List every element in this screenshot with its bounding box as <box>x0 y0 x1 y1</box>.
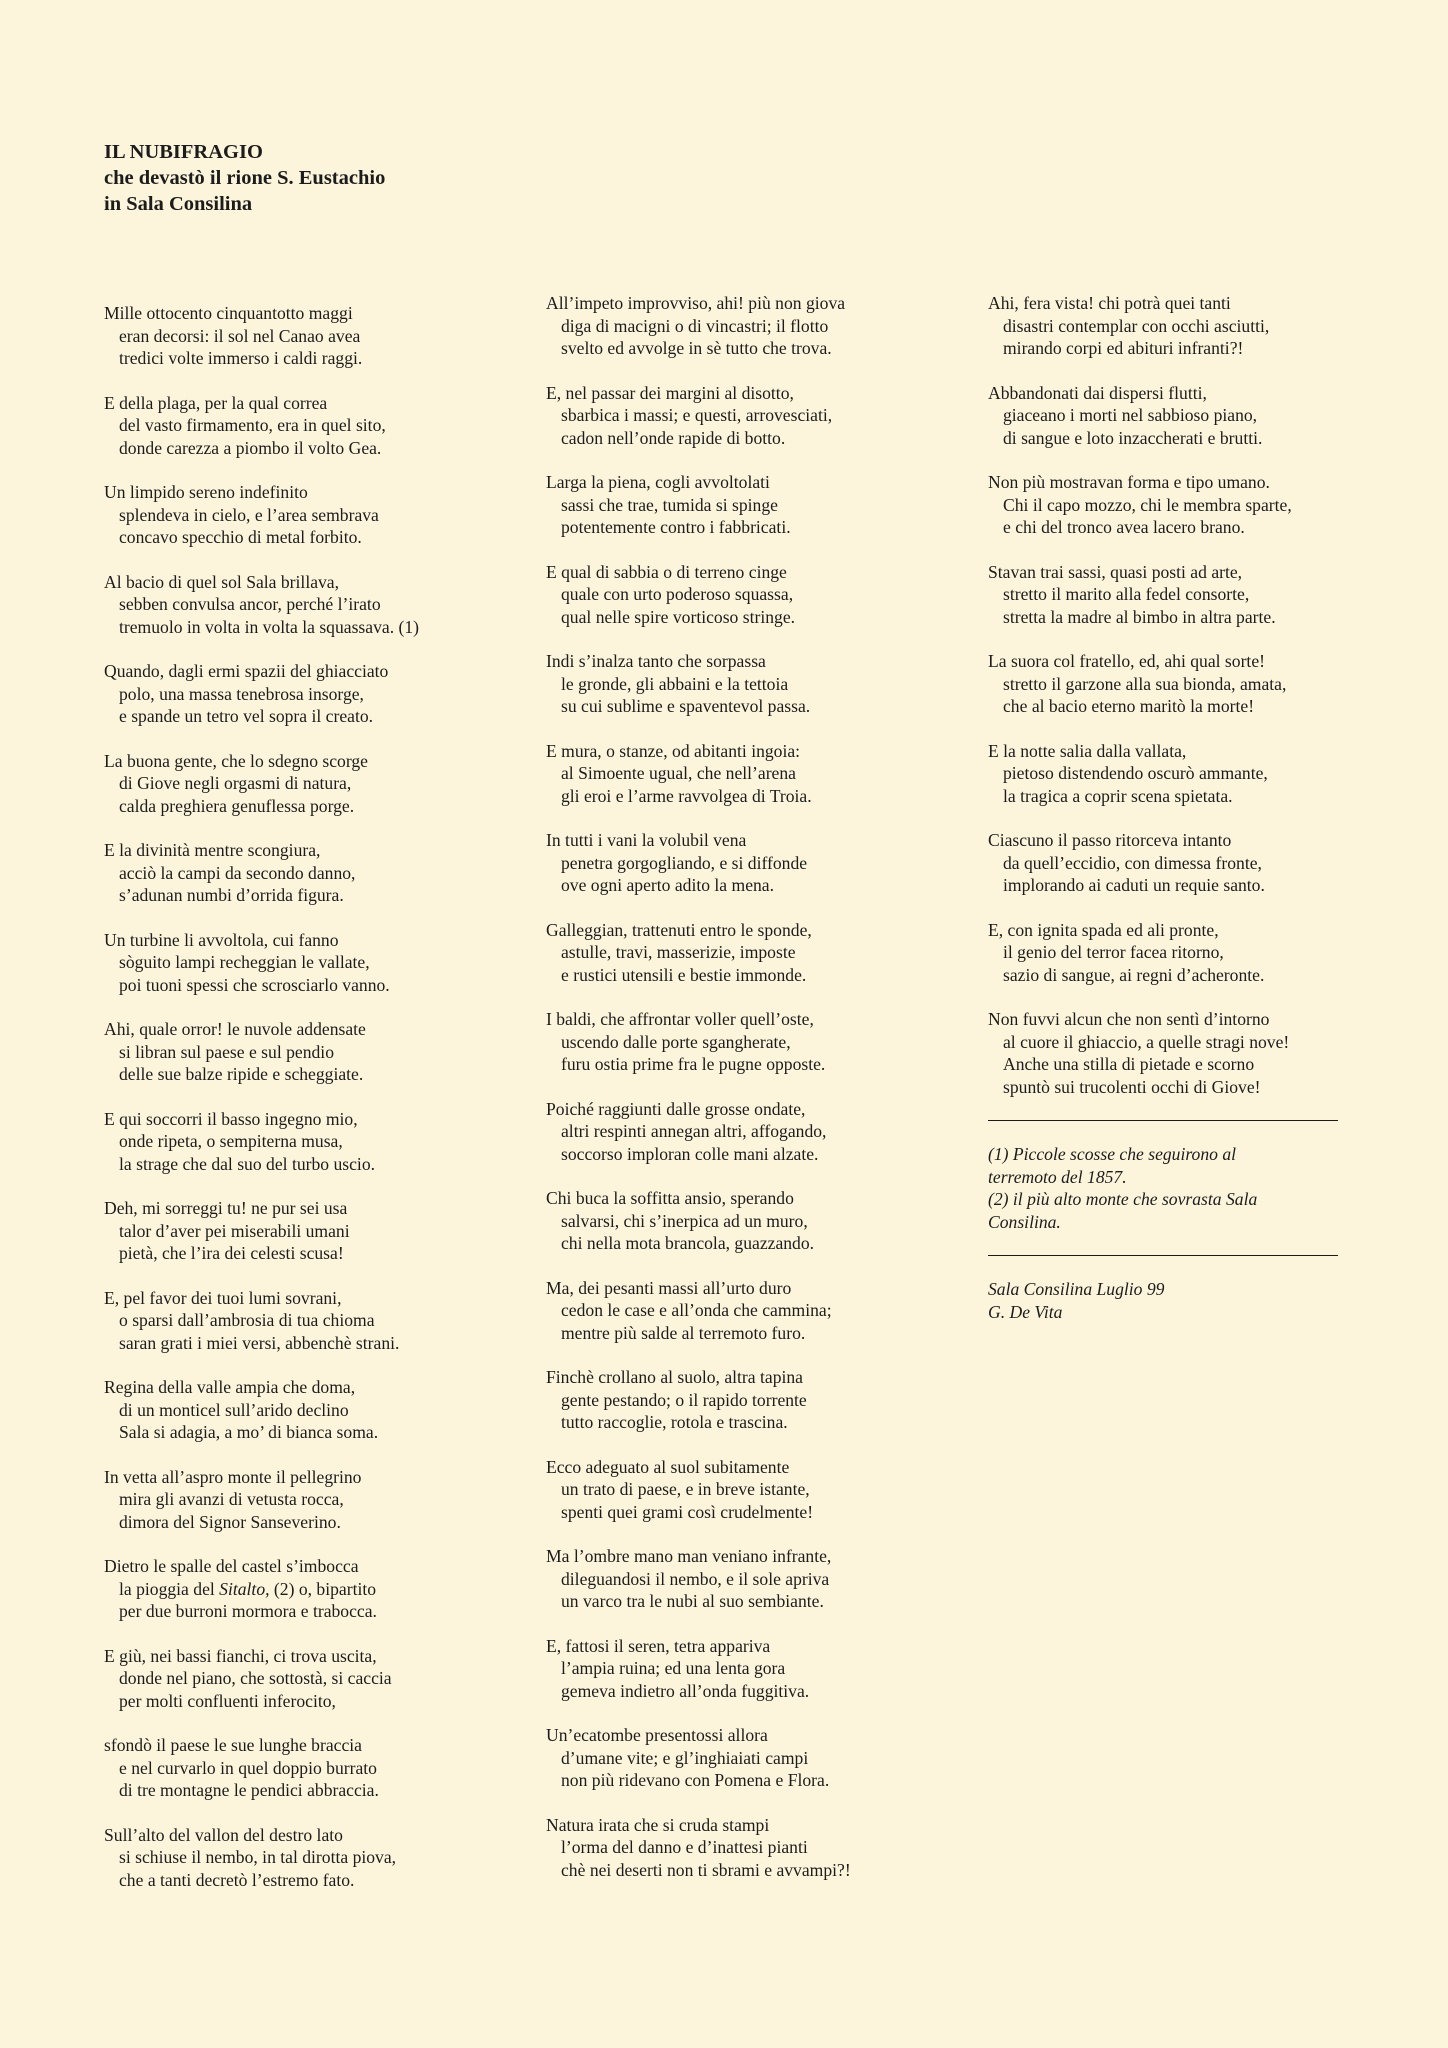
verse-line: l’ampia ruina; ed una lenta gora <box>561 1658 786 1678</box>
footnotes <box>988 1143 1348 1233</box>
verse-line: mira gli avanzi di vetusta rocca, <box>119 1489 344 1509</box>
verse-line: donde carezza a piombo il volto Gea. <box>119 437 382 458</box>
verse-line: che a tanti decretò l’estremo fato. <box>119 1869 355 1890</box>
stanza <box>988 740 1348 808</box>
verse-line: pietoso distendendo oscurò ammante, <box>1003 763 1268 783</box>
verse-line: e spande un tetro vel sopra il creato. <box>119 706 374 726</box>
stanza <box>546 1545 986 1613</box>
stanza <box>988 650 1348 718</box>
verse-line: splendeva in cielo, e l’area sembrava <box>119 504 379 525</box>
verse-line: delle sue balze ripide e scheggiate. <box>119 1064 364 1084</box>
verse-line: altri respinti annegan altri, affogando, <box>561 1121 827 1141</box>
verse-line: al Simoente ugual, che nell’arena <box>561 763 796 783</box>
verse-line: E, nel passar dei margini al disotto, <box>546 382 794 403</box>
stanza <box>546 561 986 629</box>
verse-line: calda preghiera genuflessa porge. <box>119 795 355 816</box>
stanza <box>546 292 986 360</box>
stanza <box>988 471 1348 539</box>
poem-title: IL NUBIFRAGIO <box>104 141 263 163</box>
verse-line: per molti confluenti inferocito, <box>119 1690 336 1711</box>
verse-line: cadon nell’onde rapide di botto. <box>561 427 786 448</box>
verse-line: E, pel favor dei tuoi lumi sovrani, <box>104 1287 342 1308</box>
verse-line: Ciascuno il passo ritorceva intanto <box>988 830 1232 850</box>
stanza <box>104 839 544 907</box>
signature-line: Sala Consilina Luglio 99 <box>988 1279 1165 1299</box>
verse-line: Ahi, quale orror! le nuvole addensate <box>104 1019 366 1039</box>
divider-rule <box>988 1120 1338 1121</box>
stanza <box>104 1018 544 1086</box>
verse-line: o sparsi dall’ambrosia di tua chioma <box>119 1310 375 1330</box>
verse-line: la strage che dal suo del turbo uscio. <box>119 1153 376 1174</box>
verse-line: pietà, che l’ira dei celesti scusa! <box>119 1243 344 1263</box>
verse-line: Un’ecatombe presentossi allora <box>546 1725 768 1745</box>
verse-line: Quando, dagli ermi spazii del ghiacciato <box>104 661 389 681</box>
verse-line: I baldi, che affrontar voller quell’oste, <box>546 1009 814 1029</box>
stanza <box>104 1376 544 1444</box>
poem-subtitle-place: in Sala Consilina <box>104 193 253 215</box>
stanza <box>104 1108 544 1176</box>
verse-line: E giù, nei bassi fianchi, ci trova uscita, <box>104 1645 377 1666</box>
stanza <box>104 660 544 728</box>
verse-line: non più ridevano con Pomena e Flora. <box>561 1770 830 1790</box>
verse-line: per due burroni mormora e trabocca. <box>119 1601 377 1621</box>
verse-line: Ahi, fera vista! chi potrà quei tanti <box>988 293 1231 313</box>
verse-line: sassi che trae, tumida si spinge <box>561 494 778 515</box>
verse-line: Stavan trai sassi, quasi posti ad arte, <box>988 561 1243 582</box>
stanza <box>104 392 544 460</box>
verse-line: disastri contemplar con occhi asciutti, <box>1003 315 1270 336</box>
verse-line: si schiuse il nembo, in tal dirotta piova, <box>119 1847 397 1867</box>
verse-line: sfondò il paese le sue lunghe braccia <box>104 1735 362 1755</box>
verse-line: il genio del terror facea ritorno, <box>1003 942 1224 962</box>
verse-line: penetra gorgogliando, e si diffonde <box>561 852 808 873</box>
verse-line: E la divinità mentre scongiura, <box>104 840 321 860</box>
verse-line: Larga la piena, cogli avvoltolati <box>546 472 770 492</box>
stanza <box>546 1277 986 1345</box>
verse-line: stretto il marito alla fedel consorte, <box>1003 584 1250 604</box>
stanza <box>104 1287 544 1355</box>
poem-subtitle: che devastò il rione S. Eustachio <box>104 167 386 189</box>
verse-line: Mille ottocento cinquantotto maggi <box>104 303 353 323</box>
stanza <box>104 481 544 549</box>
verse-line: E mura, o stanze, od abitanti ingoia: <box>546 740 801 761</box>
verse-line: d’umane vite; e gl’inghiaiati campi <box>561 1747 809 1768</box>
poem-column-2 <box>546 292 986 1903</box>
verse-line: chi nella mota brancola, guazzando. <box>561 1233 815 1253</box>
stanza <box>104 750 544 818</box>
verse-line: diga di macigni o di vincastri; il flotto <box>561 315 829 336</box>
stanza <box>104 1734 544 1802</box>
verse-text: (2) o, bipartito <box>269 1578 377 1599</box>
verse-line: E qual di sabbia o di terreno cinge <box>546 561 787 582</box>
stanza <box>988 382 1348 450</box>
verse-line: onde ripeta, o sempiterna musa, <box>119 1131 343 1151</box>
verse-line: E qui soccorri il basso ingegno mio, <box>104 1108 358 1129</box>
verse-line: spenti quei grami così crudelmente! <box>561 1501 814 1522</box>
stanza <box>988 292 1348 360</box>
verse-line: dimora del Signor Sanseverino. <box>119 1511 341 1532</box>
verse-line: Un limpido sereno indefinito <box>104 482 308 502</box>
stanza <box>104 571 544 639</box>
verse-line: Al bacio di quel sol Sala brillava, <box>104 571 340 592</box>
verse-line: In tutti i vani la volubil vena <box>546 830 747 850</box>
verse-line: Ecco adeguato al suol subitamente <box>546 1456 790 1477</box>
verse-line: ove ogni aperto adito la mena. <box>561 875 775 895</box>
verse-line: stretto il garzone alla sua bionda, amata, <box>1003 673 1287 694</box>
verse-line: di Giove negli orgasmi di natura, <box>119 773 352 793</box>
verse-line: Sala si adagia, a mo’ di bianca soma. <box>119 1422 379 1442</box>
verse-line: un trato di paese, e in breve istante, <box>561 1479 810 1499</box>
stanza <box>104 1645 544 1713</box>
verse-line: di un monticel sull’arido declino <box>119 1399 349 1420</box>
verse-line: Indi s’inalza tanto che sorpassa <box>546 651 766 671</box>
verse-line: furu ostia prime fra le pugne opposte. <box>561 1054 826 1074</box>
verse-line: polo, una massa tenebrosa insorge, <box>119 683 364 704</box>
stanza <box>104 1197 544 1265</box>
footnote-line: Consilina. <box>988 1211 1061 1232</box>
verse-line <box>104 1578 544 1601</box>
stanza <box>546 1187 986 1255</box>
verse-line: Finchè crollano al suolo, altra tapina <box>546 1367 803 1387</box>
verse-line: soccorso imploran colle mani alzate. <box>561 1143 819 1164</box>
stanza <box>988 829 1348 897</box>
verse-line: mentre più salde al terremoto furo. <box>561 1322 806 1343</box>
verse-line: Ma l’ombre mano man veniano infrante, <box>546 1546 832 1566</box>
footnote-line: (2) il più alto monte che sovrasta Sala <box>988 1189 1258 1209</box>
footnote-line: (1) Piccole scosse che seguirono al <box>988 1144 1237 1164</box>
verse-line: E, fattosi il seren, tetra appariva <box>546 1635 771 1656</box>
verse-line: Deh, mi sorreggi tu! ne pur sei usa <box>104 1198 348 1218</box>
verse-line: La buona gente, che lo sdegno scorge <box>104 750 368 771</box>
verse-line: tredici volte immerso i caldi raggi. <box>119 348 363 368</box>
verse-line: al cuore il ghiaccio, a quelle stragi nove! <box>1003 1031 1290 1052</box>
signature <box>988 1278 1348 1323</box>
verse-line: In vetta all’aspro monte il pellegrino <box>104 1466 362 1487</box>
verse-line: di tre montagne le pendici abbraccia. <box>119 1780 379 1800</box>
verse-line: sazio di sangue, ai regni d’acheronte. <box>1003 964 1265 985</box>
stanza <box>546 1098 986 1166</box>
stanza <box>988 1008 1348 1098</box>
stanza <box>988 919 1348 987</box>
verse-line: Galleggian, trattenuti entro le sponde, <box>546 919 812 940</box>
verse-line: da quell’eccidio, con dimessa fronte, <box>1003 852 1262 873</box>
verse-line: Chi buca la soffitta ansio, sperando <box>546 1188 794 1208</box>
divider-rule <box>988 1255 1338 1256</box>
verse-line: Sull’alto del vallon del destro lato <box>104 1824 343 1845</box>
verse-line: Non fuvvi alcun che non sentì d’intorno <box>988 1009 1270 1029</box>
verse-line: stretta la madre al bimbo in altra parte. <box>1003 606 1276 627</box>
verse-line: Anche una stilla di pietade e scorno <box>1003 1054 1255 1074</box>
verse-line: implorando ai caduti un requie santo. <box>1003 875 1265 895</box>
stanza <box>546 1456 986 1524</box>
stanza <box>104 929 544 997</box>
verse-line: saran grati i miei versi, abbenchè strani. <box>119 1332 400 1353</box>
verse-line: gli eroi e l’arme ravvolgea di Troia. <box>561 785 812 806</box>
signature-line: G. De Vita <box>988 1301 1063 1322</box>
verse-line: la tragica a coprir scena spietata. <box>1003 785 1233 806</box>
verse-line: di sangue e loto inzaccherati e brutti. <box>1003 427 1263 448</box>
verse-line: salvarsi, chi s’inerpica ad un muro, <box>561 1210 808 1231</box>
verse-line: donde nel piano, che sottostà, si caccia <box>119 1668 392 1688</box>
verse-line: sebben convulsa ancor, perché l’irato <box>119 594 381 614</box>
verse-line: che al bacio eterno maritò la morte! <box>1003 696 1255 716</box>
stanza <box>546 650 986 718</box>
verse-line: s’adunan numbi d’orrida figura. <box>119 885 344 905</box>
verse-line: un varco tra le nubi al suo sembiante. <box>561 1591 824 1611</box>
verse-line: Chi il capo mozzo, chi le membra sparte, <box>1003 494 1292 515</box>
stanza <box>104 302 544 370</box>
poem-column-1 <box>104 302 544 1913</box>
verse-line: tremuolo in volta in volta la squassava. (1) <box>119 616 420 637</box>
footnote-line: terremoto del 1857. <box>988 1166 1127 1187</box>
verse-line: e nel curvarlo in quel doppio burrato <box>119 1757 377 1778</box>
poem-column-3 <box>988 292 1348 1323</box>
verse-line: sòguito lampi recheggian le vallate, <box>119 952 370 972</box>
verse-line: spuntò sui trucolenti occhi di Giove! <box>1003 1076 1261 1097</box>
verse-line: E, con ignita spada ed ali pronte, <box>988 919 1219 940</box>
verse-line: mirando corpi ed abituri infranti?! <box>1003 338 1244 358</box>
verse-line: potentemente contro i fabbricati. <box>561 517 791 537</box>
verse-line: giaceano i morti nel sabbioso piano, <box>1003 405 1258 425</box>
verse-line: gemeva indietro all’onda fuggitiva. <box>561 1680 810 1701</box>
verse-line: Regina della valle ampia che doma, <box>104 1377 356 1397</box>
stanza <box>546 471 986 539</box>
verse-line: uscendo dalle porte sgangherate, <box>561 1031 791 1052</box>
stanza <box>546 1008 986 1076</box>
verse-line: del vasto firmamento, era in quel sito, <box>119 415 386 435</box>
stanza <box>546 1724 986 1792</box>
verse-line: La suora col fratello, ed, ahi qual sorte! <box>988 651 1265 671</box>
stanza <box>104 1555 544 1623</box>
verse-line: Dietro le spalle del castel s’imbocca <box>104 1556 359 1576</box>
stanza <box>546 919 986 987</box>
verse-line: gente pestando; o il rapido torrente <box>561 1389 807 1410</box>
verse-line: dileguandosi il nembo, e il sole apriva <box>561 1568 830 1589</box>
stanza <box>546 382 986 450</box>
stanza <box>988 561 1348 629</box>
verse-line: svelto ed avvolge in sè tutto che trova. <box>561 338 832 358</box>
verse-line: Natura irata che si cruda stampi <box>546 1814 770 1835</box>
stanza <box>104 1824 544 1892</box>
verse-line: e chi del tronco avea lacero brano. <box>1003 517 1245 537</box>
poem-title-block <box>104 139 385 217</box>
verse-line: cedon le case e all’onda che cammina; <box>561 1300 832 1320</box>
verse-line: chè nei deserti non ti sbrami e avvampi?! <box>561 1859 851 1880</box>
verse-line: All’impeto improvviso, ahi! più non giova <box>546 293 846 313</box>
stanza <box>546 1635 986 1703</box>
stanza <box>546 1366 986 1434</box>
stanza <box>546 1814 986 1882</box>
stanza <box>546 740 986 808</box>
verse-line: su cui sublime e spaventevol passa. <box>561 696 811 716</box>
verse-line: l’orma del danno e d’inattesi pianti <box>561 1837 808 1857</box>
verse-line: quale con urto poderoso squassa, <box>561 584 794 604</box>
verse-line: Poiché raggiunti dalle grosse ondate, <box>546 1098 806 1119</box>
verse-line: E la notte salia dalla vallata, <box>988 740 1187 761</box>
verse-line: e rustici utensili e bestie immonde. <box>561 964 807 985</box>
stanza <box>546 829 986 897</box>
verse-line: acciò la campi da secondo danno, <box>119 862 356 883</box>
verse-line: eran decorsi: il sol nel Canao avea <box>119 325 361 346</box>
verse-line: E della plaga, per la qual correa <box>104 392 328 413</box>
verse-line: le gronde, gli abbaini e la tettoia <box>561 673 789 694</box>
verse-line: talor d’aver pei miserabili umani <box>119 1220 350 1241</box>
verse-line: astulle, travi, masserizie, imposte <box>561 942 796 962</box>
verse-line: sbarbica i massi; e questi, arrovesciati, <box>561 405 833 425</box>
stanza <box>104 1466 544 1534</box>
verse-line: Ma, dei pesanti massi all’urto duro <box>546 1277 792 1298</box>
verse-line: tutto raccoglie, rotola e trascina. <box>561 1412 788 1432</box>
verse-text: la pioggia del <box>119 1578 215 1599</box>
verse-line: Non più mostravan forma e tipo umano. <box>988 472 1270 492</box>
italic-place-name: Sitalto, <box>219 1578 270 1599</box>
verse-line: concavo specchio di metal forbito. <box>119 527 362 547</box>
verse-line: poi tuoni spessi che scrosciarlo vanno. <box>119 974 390 995</box>
verse-line: Abbandonati dai dispersi flutti, <box>988 382 1207 403</box>
verse-line: Un turbine li avvoltola, cui fanno <box>104 929 339 950</box>
verse-line: si libran sul paese e sul pendio <box>119 1041 334 1062</box>
verse-line: qual nelle spire vorticoso stringe. <box>561 606 796 627</box>
